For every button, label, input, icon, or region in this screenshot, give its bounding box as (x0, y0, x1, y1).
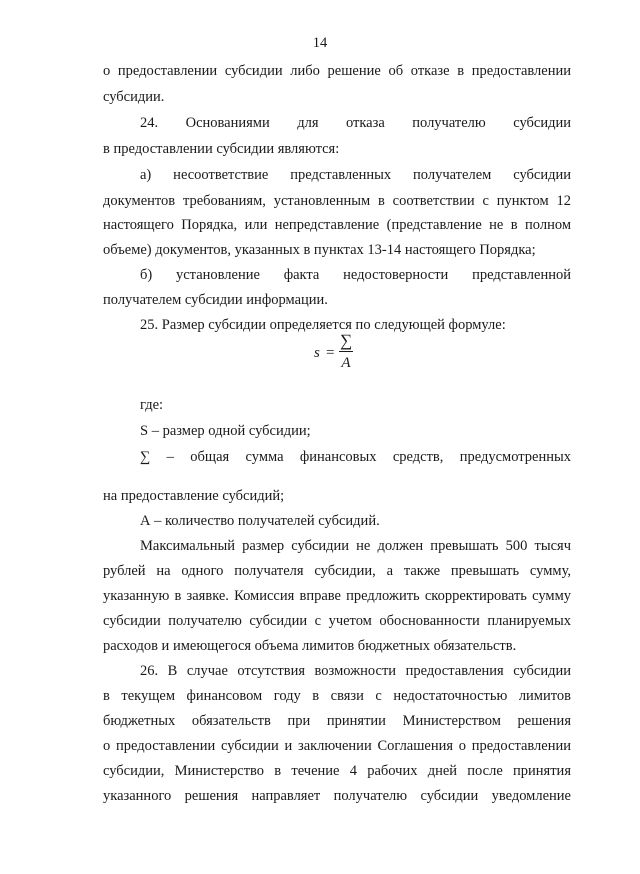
formula (314, 331, 374, 375)
text-line: S – размер одной субсидии; (140, 423, 311, 439)
formula-equals: = (326, 345, 335, 361)
text-line: бюджетных обязательств при принятии Министерством решения (103, 713, 571, 729)
text-line: б) установление факта недостоверности представленной (140, 267, 571, 283)
text-line: ∑ – общая сумма финансовых средств, предусмотренных (140, 449, 571, 465)
text-line: документов требованиям, установленным в соответствии с пунктом 12 (103, 193, 571, 209)
text-line: 26. В случае отсутствия возможности предоставления субсидии (140, 663, 571, 679)
text-line: объеме) документов, указанных в пунктах 13-14 настоящего Порядка; (103, 242, 536, 258)
text-line: рублей на одного получателя субсидии, а также превышать сумму, (103, 563, 571, 579)
fraction-bar (339, 351, 353, 352)
text-line: где: (140, 397, 164, 413)
text-line: указанную в заявке. Комиссия вправе предложить скорректировать сумму (103, 588, 571, 604)
page-number: 14 (312, 35, 328, 51)
text-line: А – количество получателей субсидий. (140, 513, 380, 529)
text-line: Максимальный размер субсидии не должен превышать 500 тысяч (140, 538, 571, 554)
formula-numerator: ∑ (339, 331, 353, 350)
text-line: о предоставлении субсидии либо решение об отказе в предоставлении (103, 63, 571, 79)
text-line: в текущем финансовом году в связи с недостаточностью лимитов (103, 688, 571, 704)
formula-denominator: A (341, 355, 351, 371)
text-line: 24. Основаниями для отказа получателю субсидии (140, 115, 571, 131)
text-line: получателем субсидии информации. (103, 292, 328, 308)
text-line: настоящего Порядка, или непредставление (представление не в полном (103, 217, 571, 233)
text-line: субсидии, Министерство в течение 4 рабочих дней после принятия (103, 763, 571, 779)
text-line: а) несоответствие представленных получателем субсидии (140, 167, 571, 183)
text-line: на предоставление субсидий; (103, 488, 285, 504)
text-line: указанного решения направляет получателю субсидии уведомление (103, 788, 571, 804)
text-line: 25. Размер субсидии определяется по следующей формуле: (140, 317, 506, 333)
text-line: субсидии. (103, 89, 165, 105)
formula-lhs: s (314, 345, 320, 361)
text-line: в предоставлении субсидии являются: (103, 141, 340, 157)
text-line: о предоставлении субсидии и заключении Соглашения о предоставлении (103, 738, 571, 754)
formula-fraction (339, 331, 353, 372)
text-line: субсидии получателю субсидии с учетом обоснованности планируемых (103, 613, 571, 629)
text-line: расходов и имеющегося объема лимитов бюджетных обязательств. (103, 638, 517, 654)
